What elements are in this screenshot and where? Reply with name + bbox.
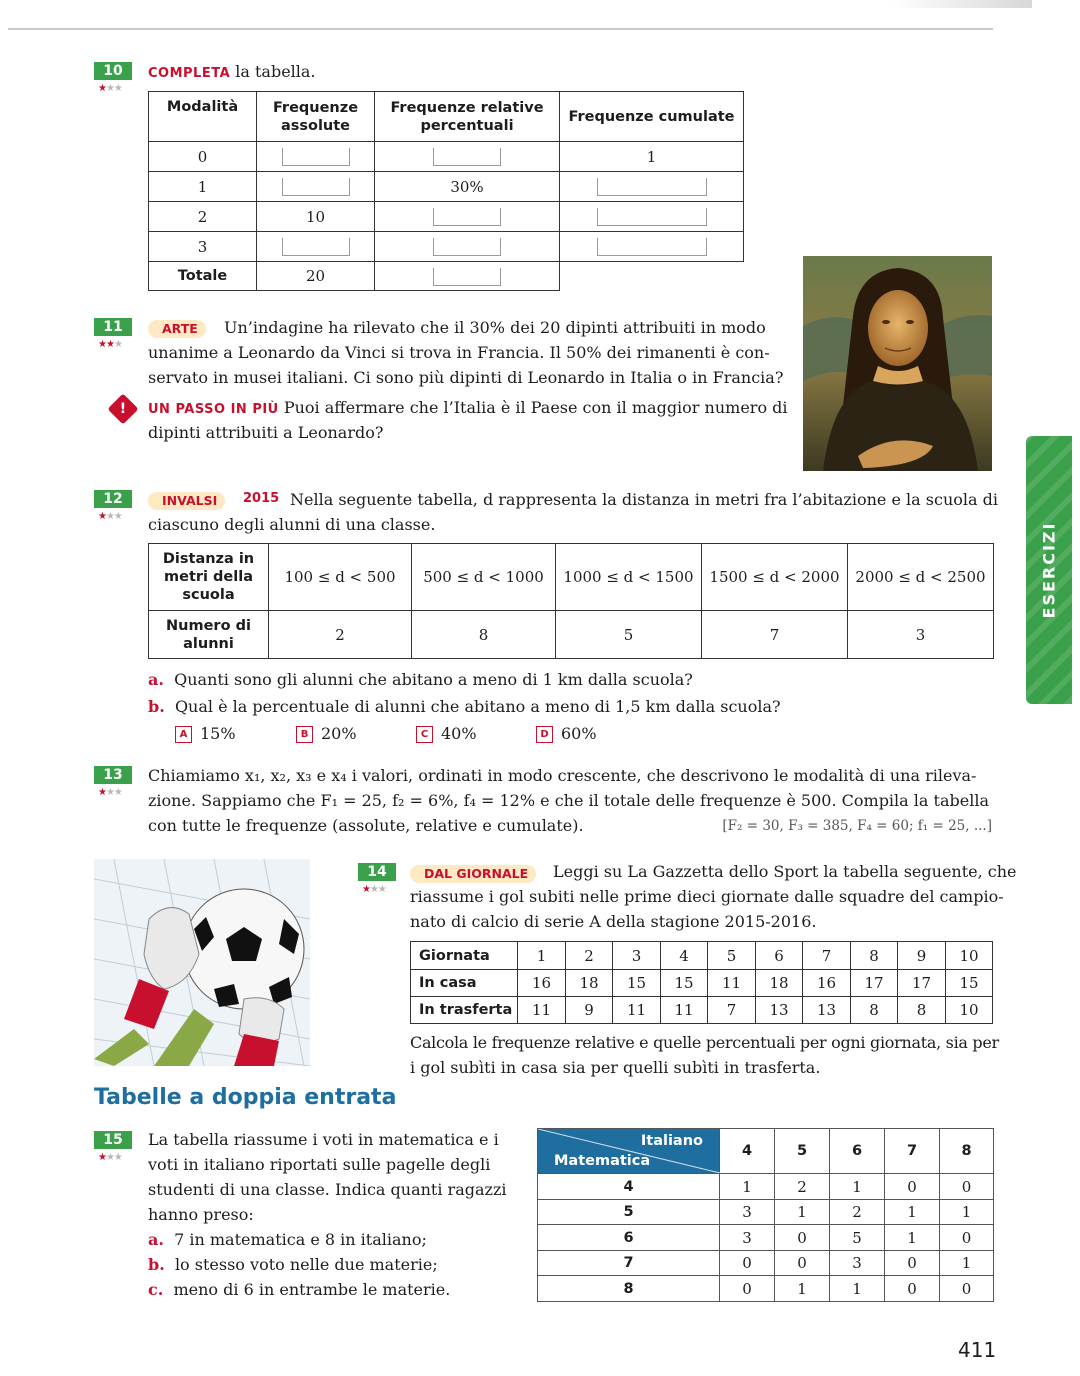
top-rule — [8, 28, 993, 30]
frequency-table — [148, 91, 744, 291]
grade-cell: 1 — [830, 1276, 885, 1302]
answer-blank[interactable] — [257, 142, 375, 172]
answer-blank[interactable] — [560, 202, 744, 232]
exercise-text-line: ciascuno degli alunni di una classe. — [148, 515, 436, 534]
empty-cell — [560, 262, 744, 291]
day-cell: 4 — [661, 942, 708, 970]
home-cell: 17 — [898, 970, 946, 997]
total-label: Totale — [149, 262, 257, 291]
grade-cell: 1 — [885, 1225, 940, 1251]
table-row — [149, 202, 744, 232]
section-title: Tabelle a doppia entrata — [94, 1085, 397, 1110]
mona-lisa-image — [803, 256, 992, 471]
grade-cell: 3 — [830, 1251, 885, 1276]
exercise-text: la tabella. — [235, 62, 316, 81]
interval-cell: 1500 ≤ d < 2000 — [702, 544, 848, 611]
answer-blank[interactable] — [375, 262, 560, 291]
distance-table — [148, 543, 994, 659]
difficulty-stars-icon: ★★★ — [98, 511, 122, 522]
grade-cell: 0 — [885, 1174, 940, 1200]
grade-cell: 0 — [775, 1251, 830, 1276]
col-head: 5 — [775, 1129, 830, 1174]
home-cell: 15 — [946, 970, 993, 997]
difficulty-stars-icon: ★★★ — [98, 1152, 122, 1163]
grade-cell: 0 — [720, 1276, 775, 1302]
exercise-text-line: con tutte le frequenze (assolute, relative e cumulate). — [148, 816, 584, 835]
cell-value: 30% — [375, 172, 560, 202]
exercise-text-line: Nella seguente tabella, d rappresenta la distanza in metri fra l’abitazione e la scuola di — [290, 490, 998, 509]
category-pill: DAL GIORNALE — [410, 863, 536, 883]
extra-question — [148, 395, 788, 422]
exercise-number: 15 — [94, 1131, 132, 1149]
away-cell: 8 — [898, 997, 946, 1024]
answer-hint: [F₂ = 30, F₃ = 385, F₄ = 60; f₁ = 25, ...] — [722, 818, 992, 834]
list-item: a. 7 in matematica e 8 in italiano; — [148, 1230, 427, 1249]
row-label: In casa — [411, 970, 518, 997]
row-label: In trasferta — [411, 997, 518, 1024]
grade-cell: 3 — [720, 1200, 775, 1225]
difficulty-stars-icon: ★★★ — [98, 787, 122, 798]
day-cell: 6 — [756, 942, 803, 970]
table-row — [538, 1200, 994, 1225]
option-a[interactable]: A 15% — [175, 724, 236, 743]
grade-cell: 0 — [885, 1276, 940, 1302]
exercise-text-line: zione. Sappiamo che F₁ = 25, f₂ = 6%, f₄ = 12% e che il totale delle frequenze è 500. Compila la tabella — [148, 791, 989, 810]
exercise-text-line: Leggi su La Gazzetta dello Sport la tabella seguente, che — [553, 862, 1017, 881]
row-head: 4 — [538, 1174, 720, 1200]
grade-cell: 1 — [720, 1174, 775, 1200]
header-modalita: Modalità — [149, 92, 257, 142]
exercise-number: 13 — [94, 766, 132, 784]
row-head: 8 — [538, 1276, 720, 1302]
extra-tag: UN PASSO IN PIÙ — [148, 402, 279, 417]
grade-cell: 1 — [940, 1251, 994, 1276]
header-freq-assolute: Frequenze assolute — [257, 92, 375, 142]
col-head: 7 — [885, 1129, 940, 1174]
difficulty-stars-icon: ★★★ — [362, 884, 386, 895]
row-header-count: Numero di alunni — [149, 611, 269, 659]
grade-cell: 0 — [720, 1251, 775, 1276]
exercise-text-line: nato di calcio di serie A della stagione 2015-2016. — [410, 912, 817, 931]
exercise-text-line: servato in musei italiani. Ci sono più dipinti di Leonardo in Italia o in Francia? — [148, 368, 784, 387]
grade-cell: 1 — [775, 1276, 830, 1302]
day-cell: 1 — [518, 942, 566, 970]
side-tab-label: ESERCIZI — [1039, 521, 1059, 619]
grade-cell: 1 — [885, 1200, 940, 1225]
interval-cell: 100 ≤ d < 500 — [269, 544, 412, 611]
exercise-text-line: Chiamiamo x₁, x₂, x₃ e x₄ i valori, ordinati in modo crescente, che descrivono le modalità di una rileva- — [148, 766, 977, 785]
year-label: 2015 — [243, 491, 280, 506]
away-cell: 11 — [518, 997, 566, 1024]
away-cell: 13 — [756, 997, 803, 1024]
away-cell: 10 — [946, 997, 993, 1024]
cell-modalita: 3 — [149, 232, 257, 262]
grade-cell: 0 — [940, 1276, 994, 1302]
exercise-text-line: hanno preso: — [148, 1205, 254, 1224]
corner-header — [538, 1129, 720, 1174]
count-cell: 2 — [269, 611, 412, 659]
exercise-instruction — [148, 59, 316, 86]
cell-value: 10 — [257, 202, 375, 232]
exercise-text-line: Calcola le frequenze relative e quelle percentuali per ogni giornata, sia per — [410, 1033, 999, 1052]
table-row-total — [149, 262, 744, 291]
option-b[interactable]: B 20% — [296, 724, 357, 743]
col-head: 8 — [940, 1129, 994, 1174]
side-tab — [1026, 436, 1072, 704]
grade-cell: 0 — [885, 1251, 940, 1276]
exercise-text-line: voti in italiano riportati sulle pagelle degli — [148, 1155, 491, 1174]
header-freq-cumulate: Frequenze cumulate — [560, 92, 744, 142]
interval-cell: 1000 ≤ d < 1500 — [556, 544, 702, 611]
exercise-number: 14 — [358, 863, 396, 881]
home-cell: 16 — [803, 970, 851, 997]
away-cell: 8 — [851, 997, 898, 1024]
cell-modalita: 2 — [149, 202, 257, 232]
day-cell: 7 — [803, 942, 851, 970]
row-label: Giornata — [411, 942, 518, 970]
count-cell: 7 — [702, 611, 848, 659]
header-decoration — [892, 0, 1032, 8]
day-cell: 8 — [851, 942, 898, 970]
grade-cell: 1 — [940, 1200, 994, 1225]
answer-blank[interactable] — [560, 232, 744, 262]
option-c[interactable]: C 40% — [416, 724, 477, 743]
answer-blank[interactable] — [375, 142, 560, 172]
table-row — [538, 1251, 994, 1276]
count-cell: 8 — [412, 611, 556, 659]
interval-cell: 500 ≤ d < 1000 — [412, 544, 556, 611]
question-a: a. Quanti sono gli alunni che abitano a meno di 1 km dalla scuola? — [148, 670, 693, 689]
col-head: 6 — [830, 1129, 885, 1174]
page-number: 411 — [958, 1338, 997, 1362]
row-header-distance: Distanza in metri della scuola — [149, 544, 269, 611]
goals-table — [410, 941, 993, 1024]
goalkeeper-ball-image — [94, 859, 310, 1066]
category-pill: INVALSI — [148, 490, 225, 510]
exercise-number: 11 — [94, 318, 132, 336]
list-item: c. meno di 6 in entrambe le materie. — [148, 1280, 451, 1299]
away-cell: 11 — [661, 997, 708, 1024]
row-head: 7 — [538, 1251, 720, 1276]
table-row — [538, 1225, 994, 1251]
day-cell: 10 — [946, 942, 993, 970]
grade-cell: 3 — [720, 1225, 775, 1251]
day-cell: 3 — [613, 942, 661, 970]
exercise-text-line: riassume i gol subiti nelle prime dieci giornate dalle squadre del campio- — [410, 887, 1004, 906]
cell-modalita: 1 — [149, 172, 257, 202]
row-head: 6 — [538, 1225, 720, 1251]
answer-blank[interactable] — [375, 232, 560, 262]
answer-blank[interactable] — [375, 202, 560, 232]
grade-cell: 2 — [775, 1174, 830, 1200]
extra-text: Puoi affermare che l’Italia è il Paese con il maggior numero di — [283, 398, 788, 417]
table-row — [149, 232, 744, 262]
home-cell: 18 — [566, 970, 613, 997]
day-cell: 2 — [566, 942, 613, 970]
day-cell: 5 — [708, 942, 756, 970]
grade-cell: 0 — [775, 1225, 830, 1251]
exercise-text-line: studenti di una classe. Indica quanti ragazzi — [148, 1180, 507, 1199]
away-cell: 7 — [708, 997, 756, 1024]
grade-cell: 0 — [940, 1225, 994, 1251]
exercise-text-line: i gol subìti in casa sia per quelli subìti in trasferta. — [410, 1058, 821, 1077]
answer-blank[interactable] — [257, 172, 375, 202]
away-cell: 9 — [566, 997, 613, 1024]
home-cell: 15 — [661, 970, 708, 997]
home-cell: 18 — [756, 970, 803, 997]
home-cell: 15 — [613, 970, 661, 997]
header-freq-relative: Frequenze relative percentuali — [375, 92, 560, 142]
col-head: 4 — [720, 1129, 775, 1174]
list-item: b. lo stesso voto nelle due materie; — [148, 1255, 438, 1274]
row-label: Matematica — [554, 1153, 651, 1169]
exercise-number: 12 — [94, 490, 132, 508]
grade-cell: 1 — [775, 1200, 830, 1225]
cell-value: 1 — [560, 142, 744, 172]
grade-cell: 5 — [830, 1225, 885, 1251]
extra-text-line: dipinti attribuiti a Leonardo? — [148, 423, 384, 442]
count-cell: 3 — [848, 611, 994, 659]
count-cell: 5 — [556, 611, 702, 659]
table-row — [149, 142, 744, 172]
col-label: Italiano — [640, 1133, 703, 1149]
grade-cell: 2 — [830, 1200, 885, 1225]
home-cell: 11 — [708, 970, 756, 997]
row-head: 5 — [538, 1200, 720, 1225]
table-row — [538, 1174, 994, 1200]
exercise-text-line: Un’indagine ha rilevato che il 30% dei 20 dipinti attribuiti in modo — [224, 318, 766, 337]
warning-icon: ! — [107, 393, 138, 424]
question-b: b. Qual è la percentuale di alunni che abitano a meno di 1,5 km dalla scuola? — [148, 697, 781, 716]
exercise-text-line: La tabella riassume i voti in matematica e i — [148, 1130, 499, 1149]
table-row — [149, 172, 744, 202]
grade-cell: 0 — [940, 1174, 994, 1200]
answer-blank[interactable] — [257, 232, 375, 262]
answer-blank[interactable] — [560, 172, 744, 202]
grade-cell: 1 — [830, 1174, 885, 1200]
option-d[interactable]: D 60% — [536, 724, 597, 743]
difficulty-stars-icon: ★★★ — [98, 83, 122, 94]
exercise-number: 10 — [94, 62, 132, 80]
away-cell: 11 — [613, 997, 661, 1024]
home-cell: 17 — [851, 970, 898, 997]
day-cell: 9 — [898, 942, 946, 970]
double-entry-table — [537, 1128, 994, 1302]
home-cell: 16 — [518, 970, 566, 997]
cell-modalita: 0 — [149, 142, 257, 172]
difficulty-stars-icon: ★★★ — [98, 339, 122, 350]
exercise-text-line: unanime a Leonardo da Vinci si trova in Francia. Il 50% dei rimanenti è con- — [148, 343, 770, 362]
interval-cell: 2000 ≤ d < 2500 — [848, 544, 994, 611]
table-row — [538, 1276, 994, 1302]
exercise-tag: COMPLETA — [148, 66, 231, 81]
away-cell: 13 — [803, 997, 851, 1024]
category-pill: ARTE — [148, 318, 206, 338]
total-value: 20 — [257, 262, 375, 291]
